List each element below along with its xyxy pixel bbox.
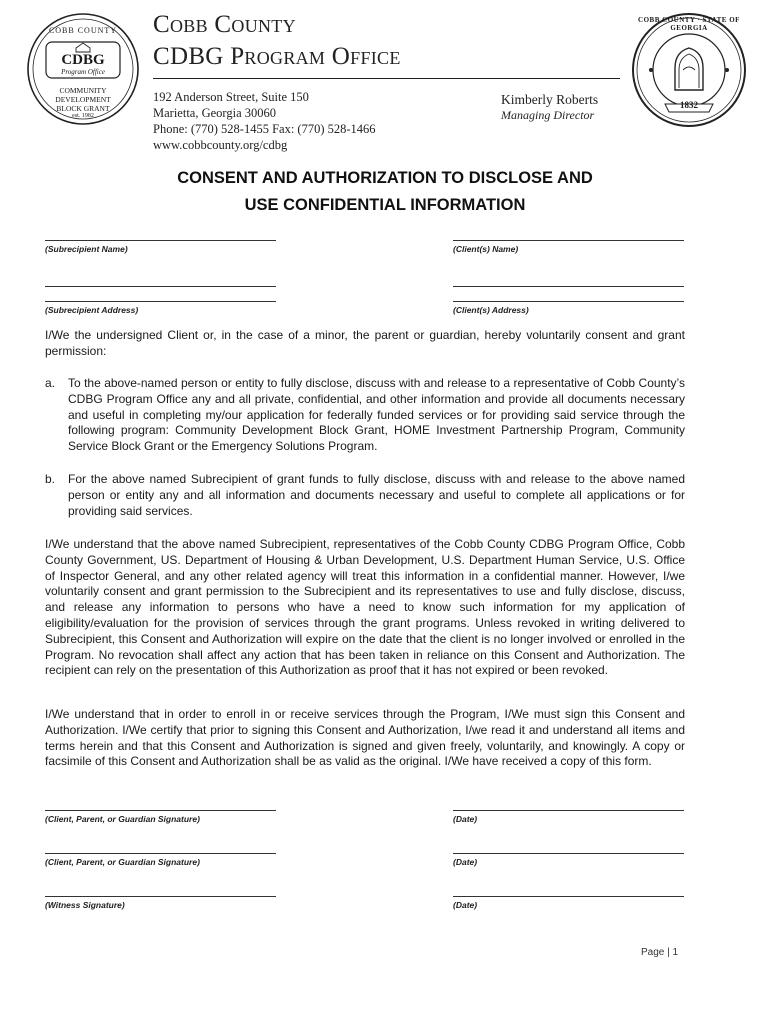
client-address-label: (Client(s) Address) bbox=[453, 305, 529, 315]
address-line2: Marietta, Georgia 30060 bbox=[153, 106, 276, 120]
client-name-line[interactable] bbox=[453, 240, 684, 241]
date-line-1[interactable] bbox=[453, 810, 684, 811]
seal-top-text: COBB COUNTY bbox=[48, 26, 118, 35]
witness-signature-label: (Witness Signature) bbox=[45, 900, 125, 910]
intro-paragraph: I/We the undersigned Client or, in the case of a minor, the parent or guardian, hereby voluntarily consent and grant permission: bbox=[45, 328, 685, 358]
director-title: Managing Director bbox=[501, 108, 595, 122]
date-line-3[interactable] bbox=[453, 896, 684, 897]
signature-label-1: (Client, Parent, or Guardian Signature) bbox=[45, 814, 200, 824]
signature-line-1[interactable] bbox=[45, 810, 276, 811]
page-number: Page | 1 bbox=[641, 947, 679, 958]
seal-ring-text: COBB COUNTY · STATE OF GEORGIA bbox=[638, 16, 740, 32]
subrecipient-name-label: (Subrecipient Name) bbox=[45, 244, 128, 254]
understand-paragraph: I/We understand that the above named Subrecipient, representatives of the Cobb County CDBG Program Office, Cobb County Government, US. Department of Housing & Urban Development, U.S. Department Human Service, U.S. Office of Inspector General, and any other related agency will treat this information in a confidential manner. However, I/we voluntarily consent and grant permission to the Subrecipient and its representatives to use and fully disclose, discuss, and release any information to persons who have a need to know such information for my application of eligibility/evaluation for the provision of services through the grant programs. Unless revoked in writing delivered to Subrecipient, this Consent and Authorization will expire on the date that the client is no longer involved or enrolled in the Program. No revocation shall affect any action that has been taken in reliance on this Consent and Authorization. The recipient can rely on the presentation of this Authorization as proof that it has not expired or been revoked. bbox=[45, 537, 685, 678]
client-address-line2[interactable] bbox=[453, 301, 684, 302]
date-label-2: (Date) bbox=[453, 857, 478, 867]
subrecipient-name-line[interactable] bbox=[45, 240, 276, 241]
subrecipient-address-line1[interactable] bbox=[45, 286, 276, 287]
item-b-marker: b. bbox=[45, 472, 56, 486]
signature-label-2: (Client, Parent, or Guardian Signature) bbox=[45, 857, 200, 867]
document-title-line2: USE CONFIDENTIAL INFORMATION bbox=[244, 196, 526, 214]
client-address-line1[interactable] bbox=[453, 286, 684, 287]
georgia-seal-logo bbox=[631, 12, 747, 128]
date-line-2[interactable] bbox=[453, 853, 684, 854]
seal-est: est. 1982 bbox=[72, 113, 94, 119]
seal-lower3: BLOCK GRANT bbox=[56, 104, 110, 113]
date-label-3: (Date) bbox=[453, 900, 478, 910]
office-title-line2: CDBG Program Office bbox=[153, 43, 401, 70]
item-a-marker: a. bbox=[45, 376, 56, 390]
seal-year: 1832 bbox=[680, 100, 698, 110]
client-name-label: (Client(s) Name) bbox=[453, 244, 519, 254]
witness-signature-line[interactable] bbox=[45, 896, 276, 897]
website-link[interactable]: www.cobbcounty.org/cdbg bbox=[153, 138, 288, 152]
signature-line-2[interactable] bbox=[45, 853, 276, 854]
seal-lower1: COMMUNITY bbox=[59, 86, 107, 95]
cdbg-seal-logo bbox=[26, 12, 140, 126]
address-line1: 192 Anderson Street, Suite 150 bbox=[153, 90, 309, 104]
seal-lower2: DEVELOPMENT bbox=[55, 95, 111, 104]
subrecipient-address-line2[interactable] bbox=[45, 301, 276, 302]
header-rule bbox=[153, 78, 620, 79]
seal-sub-text: Program Office bbox=[61, 68, 105, 76]
date-label-1: (Date) bbox=[453, 814, 478, 824]
phone-line: Phone: (770) 528-1455 Fax: (770) 528-1466 bbox=[153, 122, 376, 136]
item-b-text: For the above named Subrecipient of grant funds to fully disclose, discuss with and release to the above named person or entity any and all information and documents necessary and useful to complete all applications or for providing said services. bbox=[68, 472, 685, 518]
document-title-line1: CONSENT AND AUTHORIZATION TO DISCLOSE AND bbox=[177, 169, 593, 187]
director-name: Kimberly Roberts bbox=[501, 92, 599, 107]
office-title-line1: Cobb County bbox=[153, 11, 296, 38]
subrecipient-address-label: (Subrecipient Address) bbox=[45, 305, 139, 315]
item-a-text: To the above-named person or entity to fully disclose, discuss with and release to a representative of Cobb County’s CDBG Program Office any and all private, confidential, and other information and provide all documents necessary and useful in completing my/our application for federally funded services or for providing said service through the following program: Community Development Block Grant, HOME Investment Partnership Program, Community Service Block Grant or the Emergency Solutions Program. bbox=[68, 376, 685, 454]
enroll-paragraph: I/We understand that in order to enroll in or receive services through the Program, I/We must sign this Consent and Authorization. I/We certify that prior to signing this Consent and Authorization, I/we read it and understand all items and terms herein and that this Consent and Authorization is signed and given freely, voluntarily, and knowingly. A copy or facsimile of this Consent and Authorization shall be as valid as the original. I/We have received a copy of this form. bbox=[45, 707, 685, 769]
seal-center-text: CDBG bbox=[61, 52, 105, 68]
